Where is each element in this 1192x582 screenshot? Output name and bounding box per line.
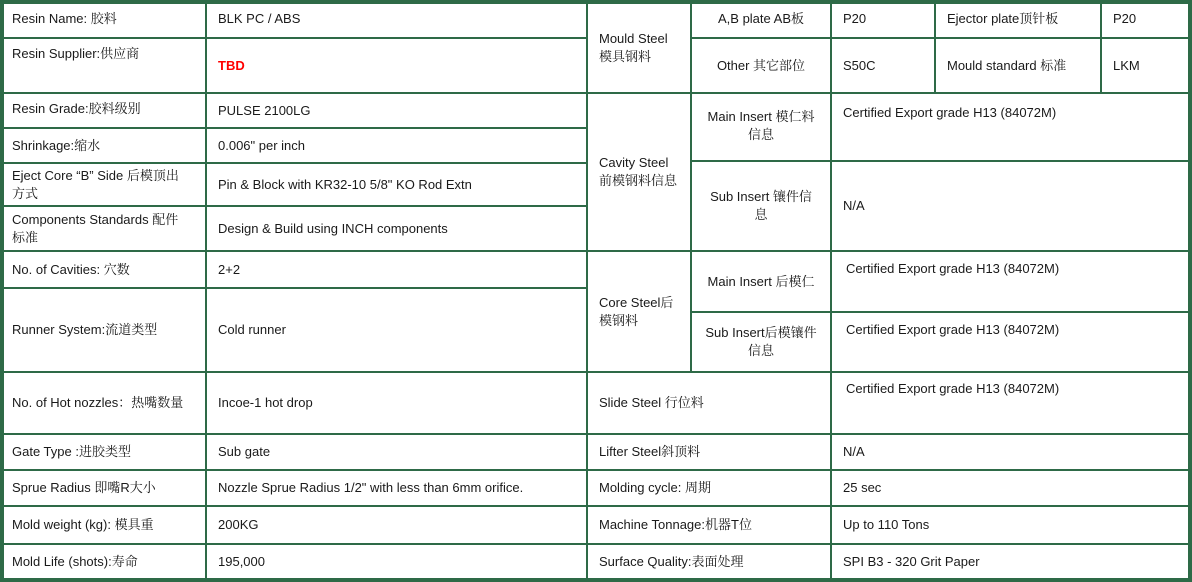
mold-weight-value: 200KG <box>207 507 586 543</box>
hot-nozzles-value: Incoe-1 hot drop <box>207 373 586 433</box>
slide-steel-label: Slide Steel 行位料 <box>588 373 830 433</box>
hot-nozzles-label: No. of Hot nozzles：热嘴数量 <box>4 373 205 433</box>
runner-value: Cold runner <box>207 289 586 371</box>
machine-tonnage-value: Up to 110 Tons <box>832 507 1188 543</box>
cavities-label: No. of Cavities: 穴数 <box>4 252 205 287</box>
components-label-line-2: 标准 <box>12 230 39 245</box>
ejector-plate-value: P20 <box>1102 4 1188 37</box>
border-right <box>1188 0 1192 582</box>
cavity-sub-insert-label-line-2: 息 <box>754 207 768 222</box>
eject-core-value: Pin & Block with KR32-10 5/8" KO Rod Extn <box>207 164 586 205</box>
mould-steel-label <box>588 4 690 92</box>
cavity-main-insert-label-line-1: Main Insert 模仁料 <box>707 109 815 124</box>
slide-steel-value: Certified Export grade H13 (84072M) <box>832 373 1188 433</box>
sprue-radius-label: Sprue Radius 即嘴R大小 <box>4 471 205 505</box>
mold-weight-label: Mold weight (kg): 模具重 <box>4 507 205 543</box>
resin-name-value: BLK PC / ABS <box>207 4 586 37</box>
shrinkage-value: 0.006" per inch <box>207 129 586 162</box>
ab-plate-label: A,B plate AB板 <box>692 4 830 37</box>
core-main-insert-value: Certified Export grade H13 (84072M) <box>832 252 1188 311</box>
components-label <box>4 207 205 250</box>
ab-plate-value: P20 <box>832 4 934 37</box>
components-label-line-1: Components Standards 配件 <box>12 212 179 227</box>
mould-steel-label-line-2: 模具钢料 <box>599 49 652 64</box>
core-steel-label <box>588 252 690 371</box>
core-steel-label-line-2: 模钢料 <box>599 312 639 328</box>
mold-life-label: Mold Life (shots):寿命 <box>4 545 205 578</box>
eject-core-label-line-1: Eject Core “B” Side 后模顶出 <box>12 168 179 183</box>
mould-standard-value: LKM <box>1102 39 1188 92</box>
resin-name-label: Resin Name: 胶料 <box>4 4 205 37</box>
lifter-steel-value: N/A <box>832 435 1188 469</box>
cavity-main-insert-label-line-2: 信息 <box>747 127 774 142</box>
surface-quality-value: SPI B3 - 320 Grit Paper <box>832 545 1188 578</box>
cavity-steel-label <box>588 94 690 250</box>
core-steel-label-line-1: Core Steel后 <box>599 294 674 310</box>
ejector-plate-label: Ejector plate顶针板 <box>936 4 1100 37</box>
surface-quality-label: Surface Quality:表面处理 <box>588 545 830 578</box>
other-label: Other 其它部位 <box>692 39 830 92</box>
cavities-value: 2+2 <box>207 252 586 287</box>
resin-supplier-label: Resin Supplier:供应商 <box>4 39 205 92</box>
molding-cycle-label: Molding cycle: 周期 <box>588 471 830 505</box>
machine-tonnage-label: Machine Tonnage:机器T位 <box>588 507 830 543</box>
gate-type-value: Sub gate <box>207 435 586 469</box>
cavity-steel-label-line-1: Cavity Steel <box>599 155 669 170</box>
molding-cycle-value: 25 sec <box>832 471 1188 505</box>
core-sub-insert-label <box>692 313 830 371</box>
resin-supplier-value: TBD <box>207 39 586 92</box>
lifter-steel-label: Lifter Steel斜顶料 <box>588 435 830 469</box>
cavity-sub-insert-label <box>692 162 830 250</box>
mold-life-value: 195,000 <box>207 545 586 578</box>
eject-core-label <box>4 164 205 205</box>
cavity-steel-label-line-2: 前模钢料信息 <box>599 173 678 188</box>
core-sub-insert-label-line-1: Sub Insert后模镶件 <box>705 325 817 340</box>
core-sub-insert-value: Certified Export grade H13 (84072M) <box>832 313 1188 371</box>
runner-label: Runner System:流道类型 <box>4 289 205 371</box>
shrinkage-label: Shrinkage:缩水 <box>4 129 205 162</box>
core-sub-insert-label-line-2: 信息 <box>747 343 774 358</box>
resin-grade-label: Resin Grade:胶料级别 <box>4 94 205 127</box>
cavity-sub-insert-value: N/A <box>832 162 1188 250</box>
mould-steel-label-line-1: Mould Steel <box>599 31 668 46</box>
mould-standard-label: Mould standard 标准 <box>936 39 1100 92</box>
core-main-insert-label: Main Insert 后模仁 <box>692 252 830 311</box>
sprue-radius-value: Nozzle Sprue Radius 1/2" with less than 6mm orifice. <box>207 471 586 505</box>
cavity-main-insert-value: Certified Export grade H13 (84072M) <box>832 94 1188 160</box>
gate-type-label: Gate Type :进胶类型 <box>4 435 205 469</box>
cavity-sub-insert-label-line-1: Sub Insert 镶件信 <box>710 189 812 204</box>
border-bottom <box>0 578 1192 582</box>
components-value: Design & Build using INCH components <box>207 207 586 250</box>
eject-core-label-line-2: 方式 <box>12 186 39 201</box>
other-value: S50C <box>832 39 934 92</box>
cavity-main-insert-label <box>692 94 830 160</box>
resin-grade-value: PULSE 2100LG <box>207 94 586 127</box>
